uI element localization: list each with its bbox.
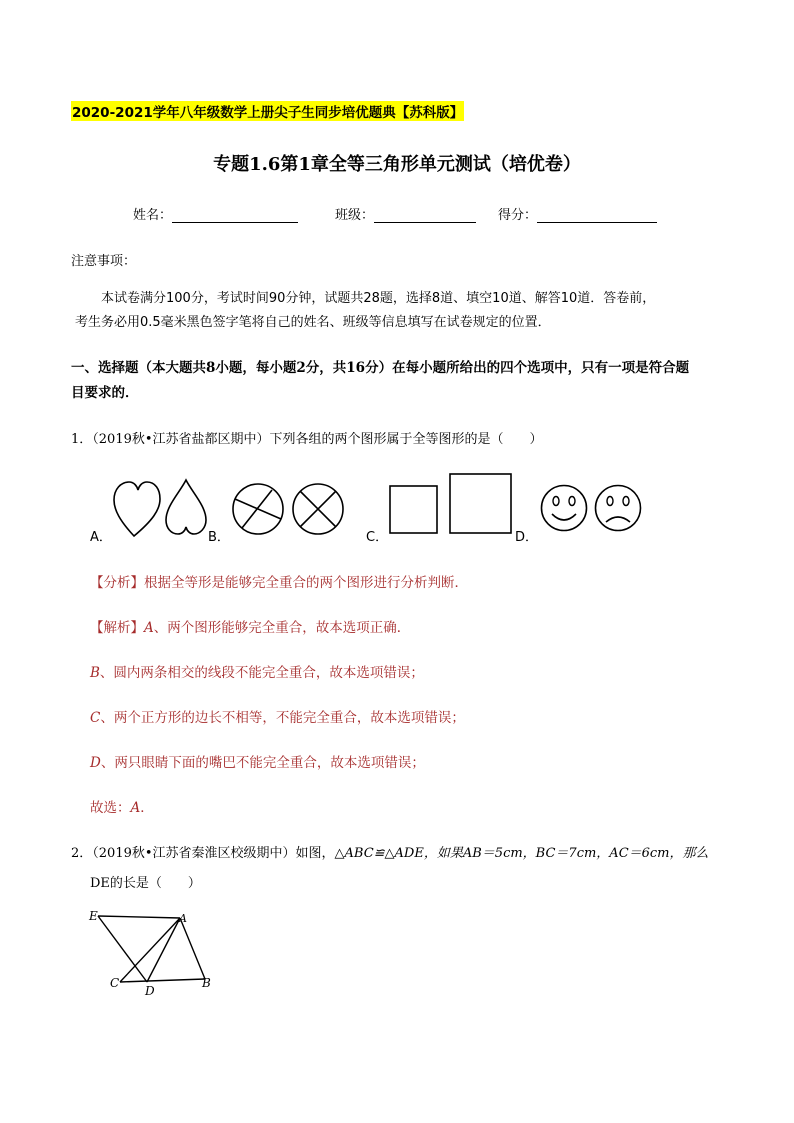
option-a-hearts-figure	[110, 474, 210, 540]
label-a: A	[179, 912, 187, 925]
solution-d-letter: D	[90, 755, 101, 771]
solution-b-letter: B	[90, 665, 100, 681]
solution-a-text: 、两个图形能够完全重合，故本选项正确．	[153, 620, 411, 636]
answer-line	[90, 796, 154, 816]
analysis-text: 根据全等形是能够完全重合的两个图形进行分析判断．	[144, 575, 468, 591]
label-b: B	[202, 976, 211, 990]
solution-line-c	[90, 706, 465, 726]
option-d-label: D．	[515, 530, 539, 545]
name-label: 姓名：	[133, 208, 173, 223]
class-blank[interactable]	[374, 208, 476, 223]
question-2-stem-line-2: DE的长是（ ）	[90, 876, 201, 891]
class-label: 班级：	[335, 208, 375, 223]
notes-line-2: 考生务必用0.5毫米黑色签字笔将自己的姓名、班级等信息填写在试卷规定的位置．	[75, 315, 551, 330]
question-2-triangle-figure	[86, 906, 226, 998]
solution-d-text: 、两只眼睛下面的嘴巴不能完全重合，故本选项错误；	[100, 755, 425, 771]
answer-letter: A	[130, 800, 141, 816]
option-b-circles-figure	[228, 482, 346, 538]
question-1-stem: 1．（2019秋•江苏省盐都区期中）下列各组的两个图形属于全等图形的是（ ）	[71, 432, 543, 447]
option-c-squares-figure	[386, 472, 516, 536]
question-2-congruence: △ABC≌△ADE	[334, 846, 424, 861]
option-b-label: B．	[208, 530, 230, 545]
notes-line-1: 本试卷满分100分，考试时间90分钟，试题共28题，选择8道、填空10道、解答10道．答卷前，	[101, 291, 656, 306]
label-c: C	[110, 976, 120, 990]
class-field[interactable]	[335, 204, 476, 223]
analysis-tag: 【分析】	[90, 575, 144, 591]
solution-line-b	[90, 661, 424, 681]
score-label: 得分：	[498, 208, 538, 223]
question-2-prefix: 2．（2019秋•江苏省秦淮区校级期中）如图，	[71, 846, 335, 861]
solution-b-text: 、圆内两条相交的线段不能完全重合，故本选项错误；	[99, 665, 424, 681]
solution-line-d	[90, 751, 425, 771]
name-field[interactable]	[133, 204, 298, 223]
solution-c-text: 、两个正方形的边长不相等，不能完全重合，故本选项错误；	[100, 710, 465, 726]
answer-prefix: 故选：	[90, 800, 131, 816]
section-1-heading-bold: 一、选择题（本大题共8小题，每小题2分，共16分）	[71, 360, 393, 376]
page-title: 专题1.6第1章全等三角形单元测试（培优卷）	[213, 154, 581, 175]
section-1-heading	[71, 356, 689, 376]
option-c-label: C．	[366, 530, 389, 545]
analysis-line	[90, 571, 468, 591]
notes-heading: 注意事项：	[71, 254, 137, 269]
solution-a-letter: A	[144, 620, 154, 636]
document-series-tag: 2020-2021学年八年级数学上册尖子生同步培优题典【苏科版】	[71, 101, 464, 121]
solution-line-a	[90, 616, 410, 636]
option-d-faces-figure	[538, 482, 644, 534]
option-a-label: A．	[90, 530, 112, 545]
label-d: D	[145, 984, 155, 998]
score-blank[interactable]	[537, 208, 657, 223]
question-2-conditions: ，如果AB＝5cm，BC＝7cm，AC＝6cm，那么	[423, 846, 709, 861]
solution-c-letter: C	[90, 710, 101, 726]
answer-suffix: ．	[140, 800, 154, 816]
question-2-stem-line-1	[71, 842, 709, 861]
section-1-heading-rest: 在每小题所给出的四个选项中，只有一项是符合题	[392, 360, 690, 376]
name-blank[interactable]	[172, 208, 298, 223]
solution-tag: 【解析】	[90, 620, 144, 636]
score-field[interactable]	[498, 204, 657, 223]
label-e: E	[89, 909, 98, 923]
section-1-heading-line-2: 目要求的．	[71, 385, 139, 401]
